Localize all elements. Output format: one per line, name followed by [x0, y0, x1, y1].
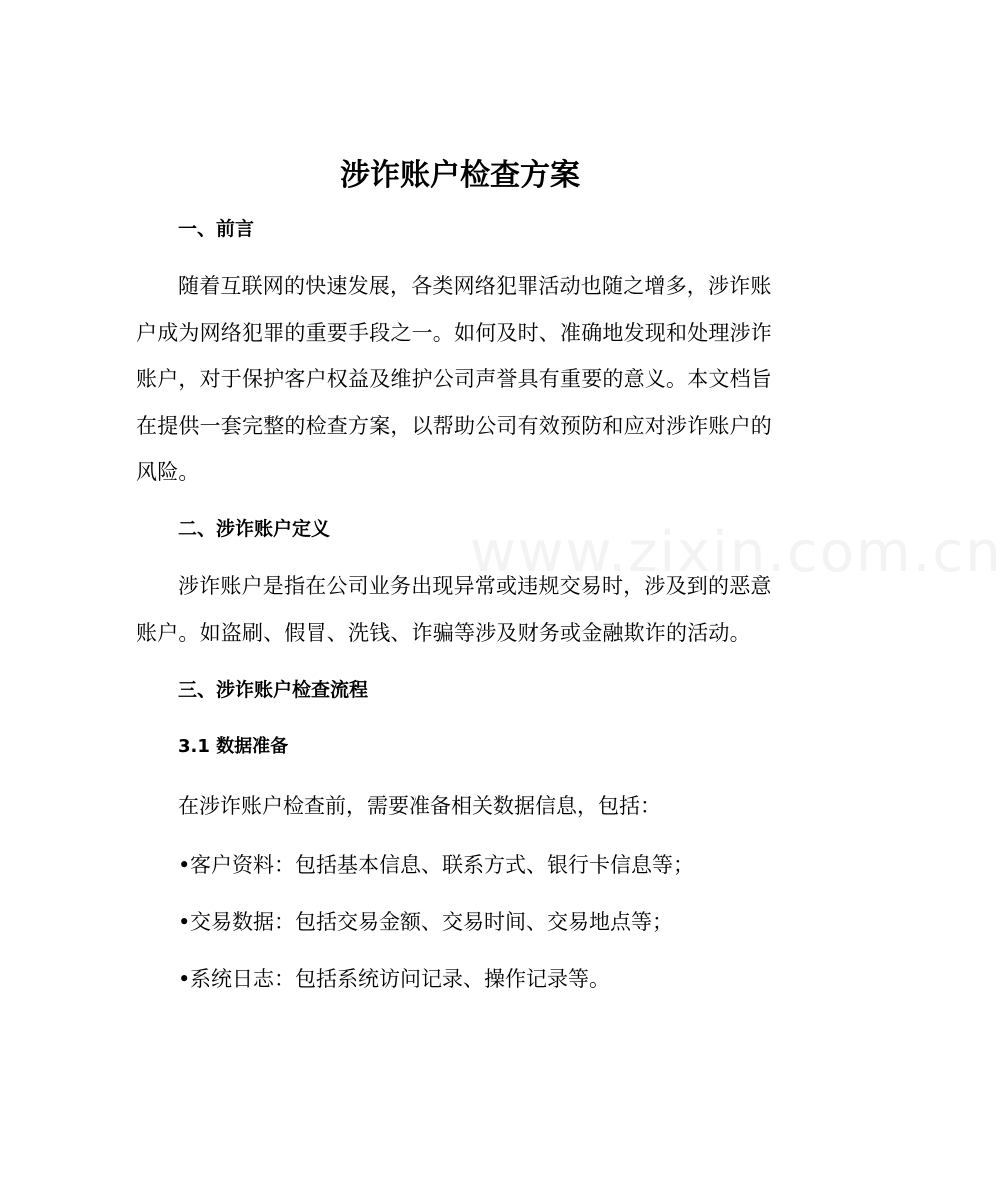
section-heading-process: 三、涉诈账户检查流程 [178, 679, 369, 701]
section-heading-preface: 一、前言 [178, 218, 255, 240]
section-heading-definition: 二、涉诈账户定义 [178, 518, 331, 540]
bullet-item [178, 964, 610, 994]
bullet-item [178, 907, 673, 937]
bullet-text: 交易数据：包括交易金额、交易时间、交易地点等； [190, 910, 673, 934]
bullet-item [178, 850, 694, 880]
data-prep-intro: 在涉诈账户检查前，需要准备相关数据信息，包括： [178, 794, 661, 818]
watermark: www.zixin.com.cn [470, 520, 1003, 585]
bullet-mark: • [178, 853, 191, 877]
bullet-text: 系统日志：包括系统访问记录、操作记录等。 [190, 967, 610, 991]
definition-paragraph: 涉诈账户是指在公司业务出现异常或违规交易时，涉及到的恶意账户。如盗刷、假冒、洗钱、诈骗等涉及财务或金融欺诈的活动。 [136, 574, 772, 645]
subsection-heading-data-prep: 3.1 数据准备 [178, 736, 289, 757]
preface-paragraph: 随着互联网的快速发展，各类网络犯罪活动也随之增多，涉诈账户成为网络犯罪的重要手段之一。如何及时、准确地发现和处理涉诈账户，对于保护客户权益及维护公司声誉具有重要的意义。本文档旨在提供一套完整的检查方案，以帮助公司有效预防和应对涉诈账户的风险。 [136, 274, 772, 484]
document-title: 涉诈账户检查方案 [340, 158, 580, 193]
bullet-text: 客户资料：包括基本信息、联系方式、银行卡信息等； [190, 853, 694, 877]
bullet-mark: • [178, 910, 191, 934]
bullet-mark: • [178, 967, 191, 991]
